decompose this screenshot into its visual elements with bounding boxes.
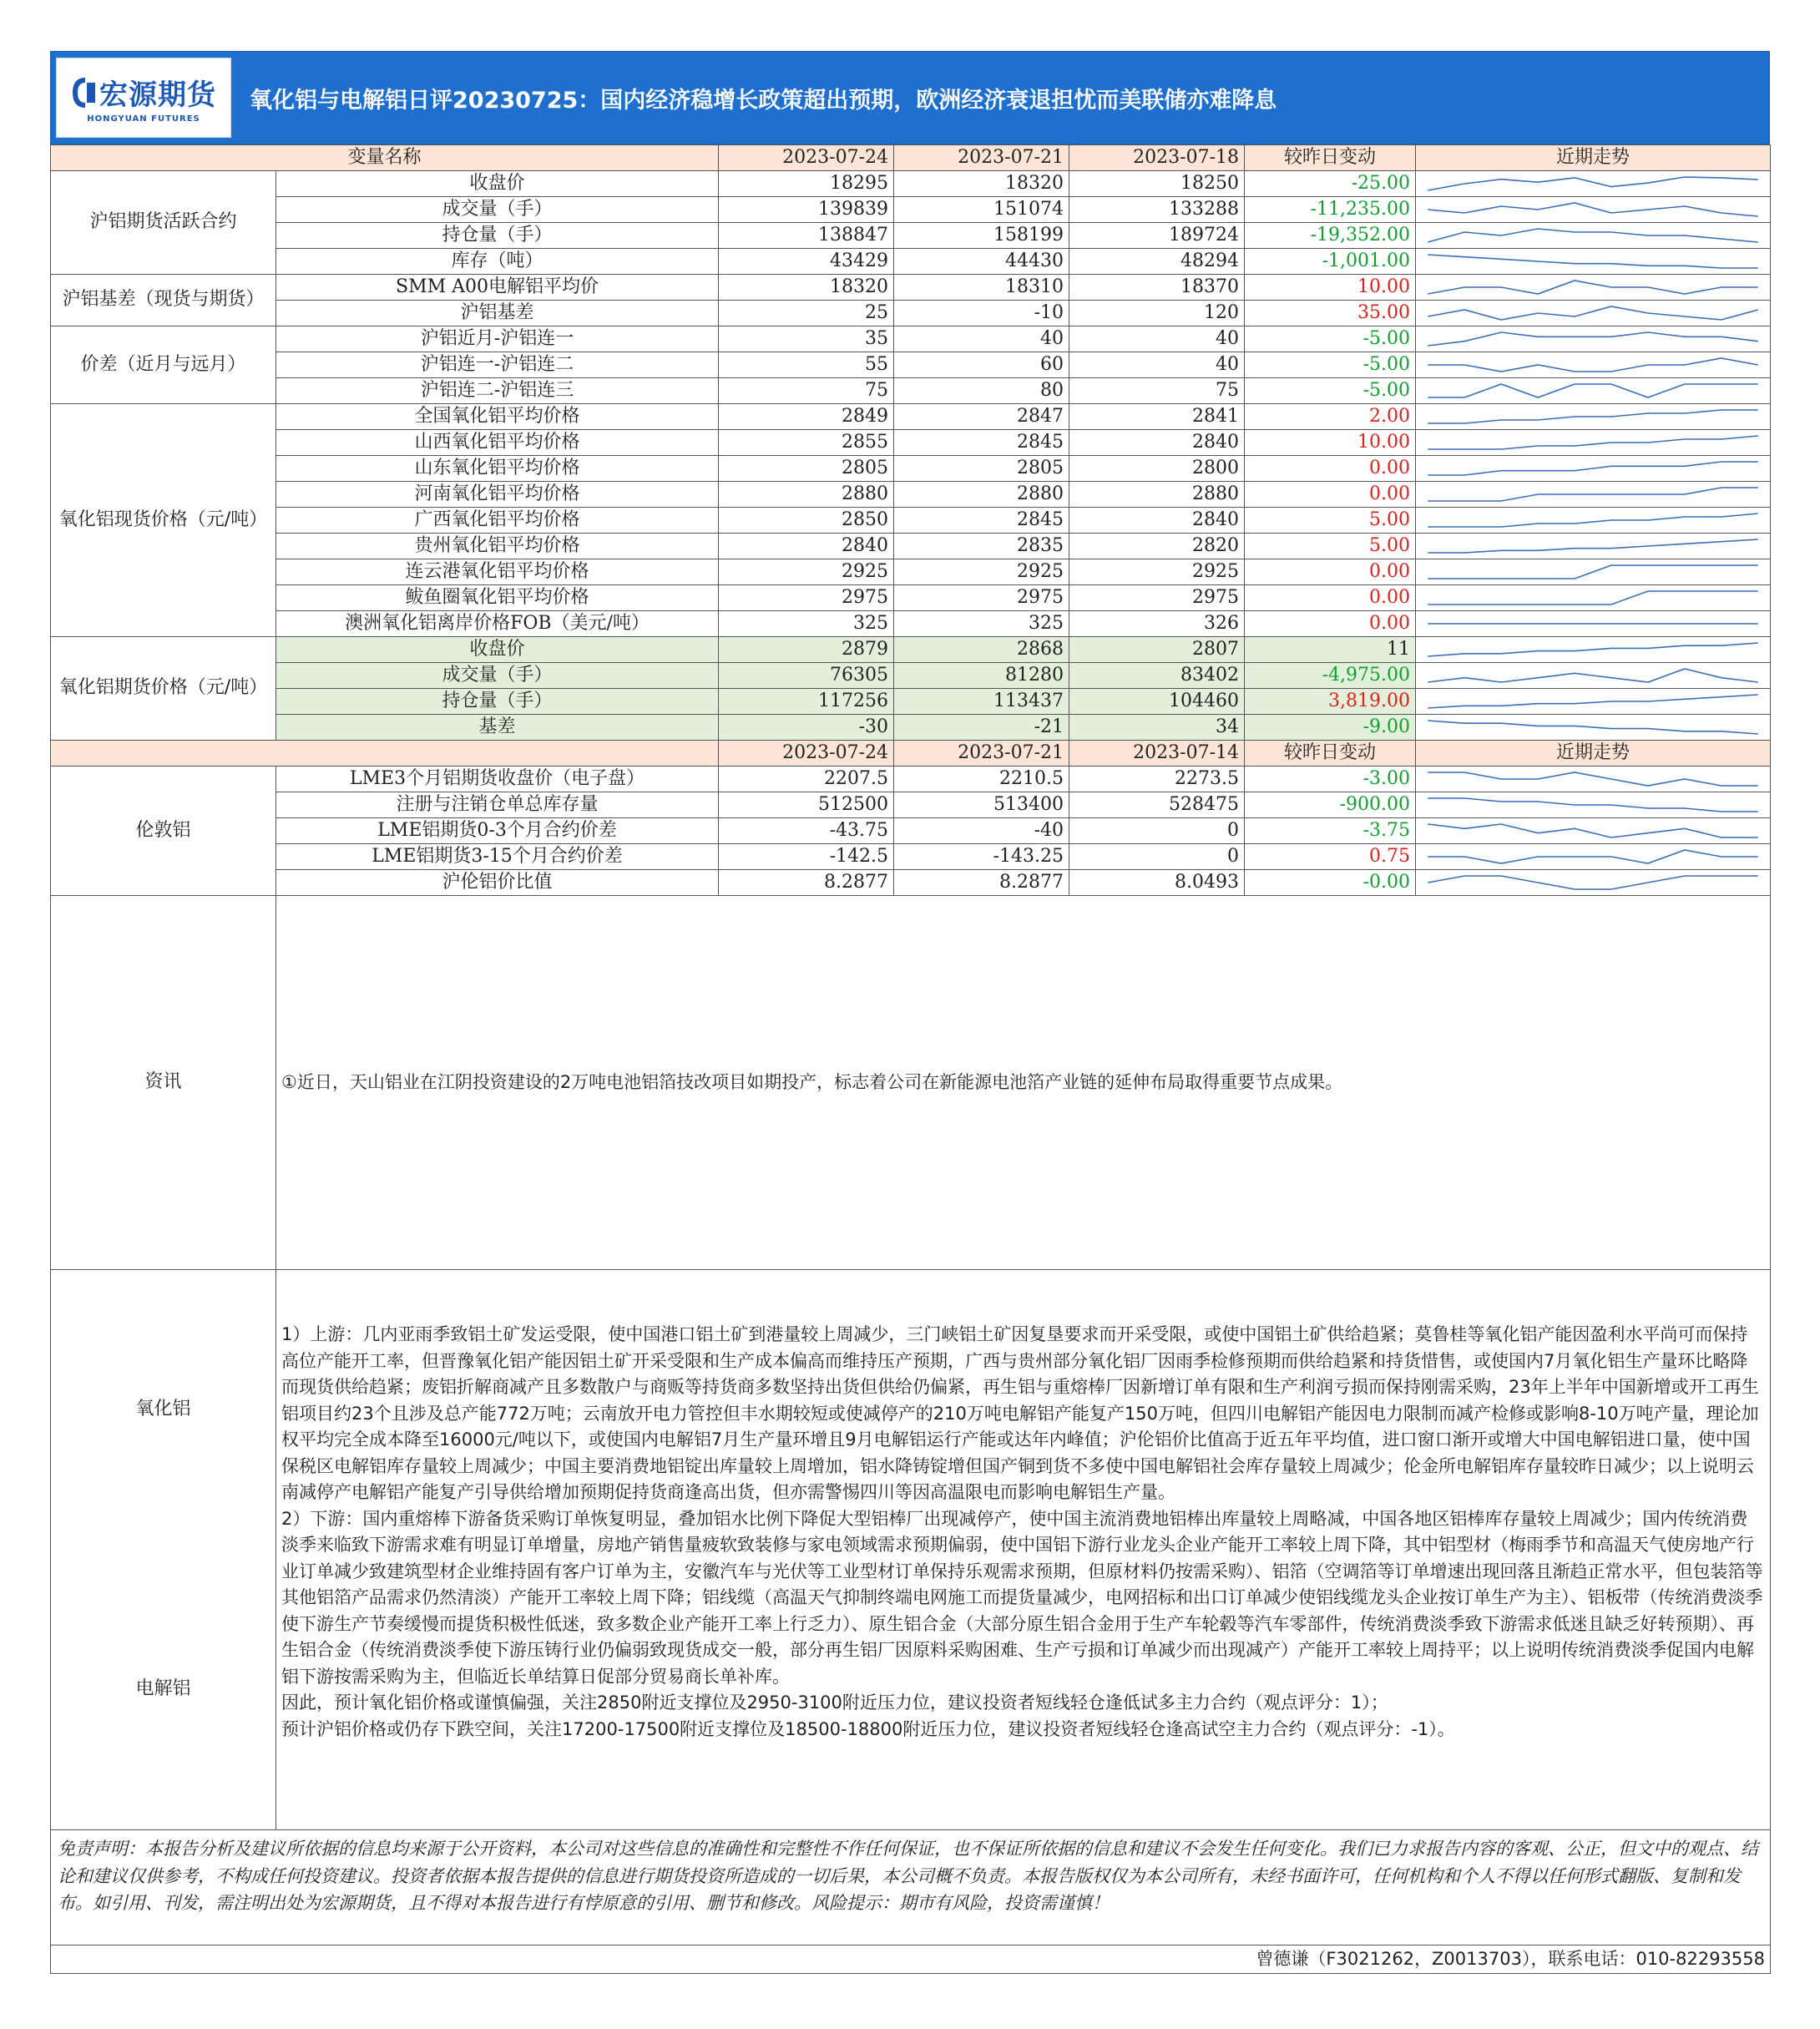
- value-date-2: 513400: [894, 792, 1069, 818]
- trend-sparkline-cell: [1416, 171, 1771, 197]
- trend-sparkline: [1421, 612, 1765, 635]
- trend-sparkline: [1421, 172, 1765, 195]
- change-value: 2.00: [1245, 404, 1416, 430]
- table-row: [51, 508, 1771, 534]
- value-date-3: 18370: [1069, 275, 1245, 301]
- trend-sparkline-cell: [1416, 767, 1771, 792]
- report-title: 氧化铝与电解铝日评20230725：国内经济稳增长政策超出预期，欧洲经济衰退担忧而美联储亦难降息: [250, 87, 1277, 114]
- value-date-3: 75: [1069, 378, 1245, 404]
- change-value: 0.75: [1245, 844, 1416, 870]
- trend-sparkline-cell: [1416, 404, 1771, 430]
- value-date-2: 2868: [894, 637, 1069, 663]
- trend-sparkline-cell: [1416, 585, 1771, 611]
- trend-line: [1428, 591, 1758, 605]
- value-date-3: 133288: [1069, 197, 1245, 223]
- trend-line: [1428, 384, 1758, 397]
- trend-line: [1428, 410, 1758, 423]
- value-date-1: -142.5: [719, 844, 894, 870]
- value-date-2: 158199: [894, 223, 1069, 249]
- analysis-paragraph: 因此，预计氧化铝价格或谨慎偏强，关注2850附近支撑位及2950-3100附近压力位，建议投资者短线轻仓逢低试多主力合约（观点评分：1）；: [281, 1693, 1388, 1713]
- trend-sparkline: [1421, 379, 1765, 402]
- logo-text: 宏源期货: [99, 78, 216, 112]
- variable-name: 成交量（手）: [276, 663, 719, 689]
- news-row: [51, 896, 1771, 1270]
- analysis-paragraph: 1）上游：几内亚雨季致铝土矿发运受限，使中国港口铝土矿到港量较上周减少，三门峡铝土矿因复垦要求而开采受限，或使中国铝土矿供给趋紧；莫鲁桂等氧化铝产能因盈利水平尚可而保持高位产能开工率，但晋豫氧化铝产能因铝土矿开采受限和生产成本偏高而维持压产预期，广西与贵州部分氧化铝厂因雨季检修预期而供给趋紧和持货惜售，或使国内7月氧化铝生产量环比略降而现货供给趋紧；废铝折解商减产且多数散户与商贩等持货商多数坚持出货但供给仍偏紧，再生铝与重熔棒厂因新增订单有限和生产利润亏损而保持刚需采购，23年上半年中国新增或开工再生铝项目约23个且涉及总产能772万吨；云南放开电力管控但丰水期较短或使减停产的210万吨电解铝产能复产150万吨，但四川电解铝产能因电力限制而减产检修或影响8-10万吨产量，理论加权平均完全成本降至16000元/吨以下，或使国内电解铝7月生产量环增且9月电解铝运行产能或达年内峰值；沪伦铝价比值高于近五年平均值，进口窗口渐开或增大中国电解铝进口量，使中国保税区电解铝库存量较上周减少；中国主要消费地铝锭出库量较上周增加，铝水降铸锭增但国产铜到货不多使中国电解铝社会库存量较上周减少；伦金所电解铝库存量较昨日减少；以上说明云南减停产电解铝产能复产引导供给增加预期促持货商逢高出货，但亦需警惕四川等因高温限电而影响电解铝生产量。: [281, 1324, 1759, 1502]
- trend-sparkline: [1421, 690, 1765, 713]
- trend-sparkline-cell: [1416, 844, 1771, 870]
- value-date-1: 18295: [719, 171, 894, 197]
- trend-sparkline-cell: [1416, 689, 1771, 715]
- analysis-labels: [51, 1270, 276, 1830]
- value-date-1: 138847: [719, 223, 894, 249]
- trend-sparkline-cell: [1416, 792, 1771, 818]
- change-value: -11,235.00: [1245, 197, 1416, 223]
- trend-line: [1428, 824, 1758, 837]
- value-date-2: 60: [894, 352, 1069, 378]
- value-date-1: 2975: [719, 585, 894, 611]
- trend-sparkline: [1421, 845, 1765, 868]
- trend-sparkline-cell: [1416, 223, 1771, 249]
- value-date-1: 2805: [719, 456, 894, 482]
- value-date-3: 0: [1069, 818, 1245, 844]
- value-date-3: 2820: [1069, 534, 1245, 559]
- variable-name: 收盘价: [276, 171, 719, 197]
- value-date-1: 25: [719, 301, 894, 326]
- change-value: -3.75: [1245, 818, 1416, 844]
- header-trend: 近期走势: [1416, 145, 1771, 171]
- trend-sparkline-cell: [1416, 197, 1771, 223]
- trend-line: [1428, 643, 1758, 656]
- value-date-2: -10: [894, 301, 1069, 326]
- value-date-3: 2925: [1069, 559, 1245, 585]
- trend-sparkline: [1421, 534, 1765, 558]
- logo-emblem-icon: [71, 76, 99, 109]
- news-label: 资讯: [51, 896, 276, 1270]
- change-value: 0.00: [1245, 482, 1416, 508]
- trend-sparkline-cell: [1416, 275, 1771, 301]
- trend-line: [1428, 332, 1758, 346]
- variable-name: 基差: [276, 715, 719, 741]
- table-row: [51, 844, 1771, 870]
- change-value: 10.00: [1245, 275, 1416, 301]
- trend-line: [1428, 772, 1758, 786]
- header-date-3: 2023-07-14: [1069, 741, 1245, 767]
- value-date-1: 325: [719, 611, 894, 637]
- trend-sparkline: [1421, 301, 1765, 325]
- table-row: [51, 715, 1771, 741]
- trend-sparkline: [1421, 509, 1765, 532]
- trend-sparkline-cell: [1416, 508, 1771, 534]
- variable-name: 山东氧化铝平均价格: [276, 456, 719, 482]
- trend-sparkline: [1421, 793, 1765, 817]
- table-row: [51, 792, 1771, 818]
- value-date-1: 2207.5: [719, 767, 894, 792]
- trend-sparkline-cell: [1416, 482, 1771, 508]
- table-row: [51, 404, 1771, 430]
- trend-sparkline: [1421, 716, 1765, 739]
- change-value: -5.00: [1245, 352, 1416, 378]
- value-date-2: 81280: [894, 663, 1069, 689]
- variable-name: 全国氧化铝平均价格: [276, 404, 719, 430]
- trend-sparkline-cell: [1416, 249, 1771, 275]
- trend-sparkline: [1421, 198, 1765, 221]
- variable-name: LME3个月铝期货收盘价（电子盘）: [276, 767, 719, 792]
- change-value: -5.00: [1245, 326, 1416, 352]
- table-row: [51, 870, 1771, 896]
- analysis-text: [276, 1270, 1771, 1830]
- trend-sparkline-cell: [1416, 559, 1771, 585]
- value-date-3: 2975: [1069, 585, 1245, 611]
- trend-sparkline-cell: [1416, 637, 1771, 663]
- alumina-label: 氧化铝: [135, 1399, 191, 1420]
- trend-sparkline-cell: [1416, 301, 1771, 326]
- value-date-1: 2880: [719, 482, 894, 508]
- change-value: 0.00: [1245, 585, 1416, 611]
- value-date-3: 2840: [1069, 508, 1245, 534]
- header-blank: [51, 741, 719, 767]
- value-date-2: 151074: [894, 197, 1069, 223]
- trend-sparkline: [1421, 767, 1765, 791]
- header-date-2: 2023-07-21: [894, 741, 1069, 767]
- change-value: 0.00: [1245, 611, 1416, 637]
- trend-sparkline-cell: [1416, 715, 1771, 741]
- value-date-3: 2880: [1069, 482, 1245, 508]
- value-date-1: 139839: [719, 197, 894, 223]
- report-sheet: [50, 51, 1770, 1974]
- value-date-1: 43429: [719, 249, 894, 275]
- trend-sparkline: [1421, 457, 1765, 480]
- value-date-2: 18310: [894, 275, 1069, 301]
- trend-line: [1428, 539, 1758, 553]
- table-row: [51, 611, 1771, 637]
- trend-line: [1428, 850, 1758, 863]
- variable-name: 贵州氧化铝平均价格: [276, 534, 719, 559]
- header-row: [51, 145, 1771, 171]
- variable-name: 山西氧化铝平均价格: [276, 430, 719, 456]
- value-date-1: 2849: [719, 404, 894, 430]
- group-label: 沪铝期货活跃合约: [51, 171, 276, 275]
- value-date-1: 18320: [719, 275, 894, 301]
- change-value: 10.00: [1245, 430, 1416, 456]
- header-date-1: 2023-07-24: [719, 145, 894, 171]
- table-row: [51, 275, 1771, 301]
- trend-line: [1428, 358, 1758, 372]
- table-row: [51, 559, 1771, 585]
- change-value: -9.00: [1245, 715, 1416, 741]
- value-date-3: 326: [1069, 611, 1245, 637]
- company-logo: [56, 58, 231, 138]
- disclaimer-row: [51, 1830, 1771, 1946]
- header-row: [51, 741, 1771, 767]
- value-date-3: 34: [1069, 715, 1245, 741]
- change-value: 35.00: [1245, 301, 1416, 326]
- table-row: [51, 197, 1771, 223]
- trend-sparkline-cell: [1416, 378, 1771, 404]
- table-row: [51, 378, 1771, 404]
- trend-line: [1428, 281, 1758, 294]
- group-label: 沪铝基差（现货与期货）: [51, 275, 276, 326]
- value-date-3: 48294: [1069, 249, 1245, 275]
- trend-sparkline-cell: [1416, 456, 1771, 482]
- table-row: [51, 249, 1771, 275]
- value-date-2: 325: [894, 611, 1069, 637]
- trend-line: [1428, 229, 1758, 242]
- variable-name: SMM A00电解铝平均价: [276, 275, 719, 301]
- variable-name: 成交量（手）: [276, 197, 719, 223]
- table-row: [51, 456, 1771, 482]
- table-row: [51, 326, 1771, 352]
- value-date-2: 80: [894, 378, 1069, 404]
- trend-line: [1428, 255, 1758, 268]
- trend-line: [1428, 798, 1758, 812]
- value-date-3: 2800: [1069, 456, 1245, 482]
- table-row: [51, 223, 1771, 249]
- trend-sparkline: [1421, 638, 1765, 661]
- value-date-2: 2975: [894, 585, 1069, 611]
- title-banner: [50, 51, 1770, 144]
- change-value: -19,352.00: [1245, 223, 1416, 249]
- value-date-2: -21: [894, 715, 1069, 741]
- value-date-1: 76305: [719, 663, 894, 689]
- header-date-1: 2023-07-24: [719, 741, 894, 767]
- trend-sparkline-cell: [1416, 818, 1771, 844]
- value-date-1: 2925: [719, 559, 894, 585]
- variable-name: 收盘价: [276, 637, 719, 663]
- table-row: [51, 818, 1771, 844]
- header-variable-name: 变量名称: [51, 145, 719, 171]
- value-date-2: 113437: [894, 689, 1069, 715]
- value-date-1: 2840: [719, 534, 894, 559]
- value-date-2: -143.25: [894, 844, 1069, 870]
- value-date-3: 40: [1069, 326, 1245, 352]
- disclaimer-text: 免责声明：本报告分析及建议所依据的信息均来源于公开资料，本公司对这些信息的准确性和完整性不作任何保证，也不保证所依据的信息和建议不会发生任何变化。我们已力求报告内容的客观、公正，但文中的观点、结论和建议仅供参考，不构成任何投资建议。投资者依据本报告提供的信息进行期货投资所造成的一切后果，本公司概不负责。本报告版权仅为本公司所有，未经书面许可，任何机构和个人不得以任何形式翻版、复制和发布。如引用、刊发，需注明出处为宏源期货，且不得对本报告进行有悖原意的引用、删节和修改。风险提示：期市有风险，投资需谨慎！: [51, 1830, 1771, 1946]
- variable-name: LME铝期货3-15个月合约价差: [276, 844, 719, 870]
- table-row: [51, 171, 1771, 197]
- value-date-1: 2879: [719, 637, 894, 663]
- table-row: [51, 663, 1771, 689]
- header-change: 较昨日变动: [1245, 741, 1416, 767]
- table-row: [51, 430, 1771, 456]
- trend-sparkline: [1421, 353, 1765, 377]
- trend-line: [1428, 695, 1758, 708]
- value-date-3: 18250: [1069, 171, 1245, 197]
- variable-name: 澳洲氧化铝离岸价格FOB（美元/吨）: [276, 611, 719, 637]
- value-date-3: 83402: [1069, 663, 1245, 689]
- table-row: [51, 301, 1771, 326]
- trend-sparkline: [1421, 431, 1765, 454]
- trend-sparkline-cell: [1416, 352, 1771, 378]
- analysis-paragraph: 预计沪铝价格或仍存下跌空间，关注17200-17500附近支撑位及18500-18800附近压力位，建议投资者短线轻仓逢高试空主力合约（观点评分：-1）。: [281, 1718, 1455, 1739]
- value-date-1: 117256: [719, 689, 894, 715]
- value-date-3: 2840: [1069, 430, 1245, 456]
- trend-sparkline: [1421, 871, 1765, 894]
- change-value: 0.00: [1245, 456, 1416, 482]
- variable-name: 广西氧化铝平均价格: [276, 508, 719, 534]
- contact-row: [51, 1946, 1771, 1974]
- value-date-1: -43.75: [719, 818, 894, 844]
- value-date-1: 2850: [719, 508, 894, 534]
- trend-line: [1428, 876, 1758, 889]
- electrolytic-aluminum-label: 电解铝: [135, 1678, 191, 1700]
- table-row: [51, 482, 1771, 508]
- logo-subtext: HONGYUAN FUTURES: [87, 114, 200, 124]
- trend-sparkline: [1421, 560, 1765, 584]
- variable-name: 鲅鱼圈氧化铝平均价格: [276, 585, 719, 611]
- group-label: 氧化铝现货价格（元/吨）: [51, 404, 276, 637]
- value-date-3: 40: [1069, 352, 1245, 378]
- trend-sparkline: [1421, 224, 1765, 247]
- trend-line: [1428, 177, 1758, 190]
- value-date-1: 2855: [719, 430, 894, 456]
- trend-sparkline: [1421, 586, 1765, 610]
- trend-sparkline: [1421, 405, 1765, 428]
- value-date-3: 2807: [1069, 637, 1245, 663]
- variable-name: 沪铝近月-沪铝连一: [276, 326, 719, 352]
- value-date-2: 2210.5: [894, 767, 1069, 792]
- variable-name: 库存（吨）: [276, 249, 719, 275]
- trend-sparkline: [1421, 483, 1765, 506]
- value-date-2: 2847: [894, 404, 1069, 430]
- value-date-1: -30: [719, 715, 894, 741]
- group-label: 伦敦铝: [51, 767, 276, 896]
- trend-line: [1428, 565, 1758, 579]
- value-date-1: 55: [719, 352, 894, 378]
- header-date-3: 2023-07-18: [1069, 145, 1245, 171]
- value-date-2: 2845: [894, 430, 1069, 456]
- trend-line: [1428, 669, 1758, 682]
- variable-name: 沪伦铝价比值: [276, 870, 719, 896]
- change-value: -0.00: [1245, 870, 1416, 896]
- value-date-2: -40: [894, 818, 1069, 844]
- header-change: 较昨日变动: [1245, 145, 1416, 171]
- value-date-2: 8.2877: [894, 870, 1069, 896]
- trend-sparkline: [1421, 250, 1765, 273]
- value-date-1: 75: [719, 378, 894, 404]
- change-value: 3,819.00: [1245, 689, 1416, 715]
- trend-line: [1428, 436, 1758, 449]
- variable-name: 沪铝基差: [276, 301, 719, 326]
- value-date-2: 2805: [894, 456, 1069, 482]
- value-date-1: 35: [719, 326, 894, 352]
- trend-sparkline: [1421, 327, 1765, 351]
- trend-sparkline-cell: [1416, 611, 1771, 637]
- data-table: [50, 144, 1771, 1974]
- trend-sparkline: [1421, 664, 1765, 687]
- value-date-3: 189724: [1069, 223, 1245, 249]
- group-label: 氧化铝期货价格（元/吨）: [51, 637, 276, 741]
- change-value: -1,001.00: [1245, 249, 1416, 275]
- value-date-3: 528475: [1069, 792, 1245, 818]
- table-row: [51, 689, 1771, 715]
- group-label: 价差（近月与远月）: [51, 326, 276, 404]
- trend-line: [1428, 306, 1758, 320]
- variable-name: 沪铝连二-沪铝连三: [276, 378, 719, 404]
- change-value: 5.00: [1245, 508, 1416, 534]
- variable-name: 持仓量（手）: [276, 689, 719, 715]
- trend-line: [1428, 721, 1758, 734]
- trend-sparkline-cell: [1416, 870, 1771, 896]
- change-value: -4,975.00: [1245, 663, 1416, 689]
- trend-sparkline-cell: [1416, 326, 1771, 352]
- header-trend: 近期走势: [1416, 741, 1771, 767]
- value-date-2: 2925: [894, 559, 1069, 585]
- trend-line: [1428, 203, 1758, 216]
- variable-name: 连云港氧化铝平均价格: [276, 559, 719, 585]
- change-value: -3.00: [1245, 767, 1416, 792]
- trend-sparkline: [1421, 276, 1765, 299]
- table-row: [51, 767, 1771, 792]
- variable-name: 河南氧化铝平均价格: [276, 482, 719, 508]
- trend-line: [1428, 514, 1758, 527]
- contact-text: 曾德谦（F3021262，Z0013703），联系电话：010-82293558: [51, 1946, 1771, 1974]
- trend-line: [1428, 462, 1758, 475]
- table-row: [51, 637, 1771, 663]
- change-value: 5.00: [1245, 534, 1416, 559]
- value-date-1: 8.2877: [719, 870, 894, 896]
- variable-name: 注册与注销仓单总库存量: [276, 792, 719, 818]
- variable-name: LME铝期货0-3个月合约价差: [276, 818, 719, 844]
- value-date-3: 120: [1069, 301, 1245, 326]
- value-date-2: 2845: [894, 508, 1069, 534]
- change-value: -900.00: [1245, 792, 1416, 818]
- value-date-3: 2273.5: [1069, 767, 1245, 792]
- table-row: [51, 352, 1771, 378]
- header-date-2: 2023-07-21: [894, 145, 1069, 171]
- value-date-3: 8.0493: [1069, 870, 1245, 896]
- value-date-2: 18320: [894, 171, 1069, 197]
- trend-sparkline-cell: [1416, 430, 1771, 456]
- value-date-2: 2835: [894, 534, 1069, 559]
- table-row: [51, 585, 1771, 611]
- news-text: ①近日，天山铝业在江阴投资建设的2万吨电池铝箔技改项目如期投产，标志着公司在新能源电池箔产业链的延伸布局取得重要节点成果。: [276, 896, 1771, 1270]
- value-date-3: 0: [1069, 844, 1245, 870]
- variable-name: 持仓量（手）: [276, 223, 719, 249]
- value-date-2: 2880: [894, 482, 1069, 508]
- value-date-3: 104460: [1069, 689, 1245, 715]
- value-date-2: 44430: [894, 249, 1069, 275]
- value-date-1: 512500: [719, 792, 894, 818]
- value-date-2: 40: [894, 326, 1069, 352]
- value-date-3: 2841: [1069, 404, 1245, 430]
- change-value: 11: [1245, 637, 1416, 663]
- change-value: -5.00: [1245, 378, 1416, 404]
- trend-line: [1428, 488, 1758, 501]
- change-value: 0.00: [1245, 559, 1416, 585]
- trend-sparkline-cell: [1416, 663, 1771, 689]
- table-row: [51, 534, 1771, 559]
- trend-sparkline-cell: [1416, 534, 1771, 559]
- change-value: -25.00: [1245, 171, 1416, 197]
- variable-name: 沪铝连一-沪铝连二: [276, 352, 719, 378]
- analysis-row: [51, 1270, 1771, 1830]
- analysis-paragraph: 2）下游：国内重熔棒下游备货采购订单恢复明显，叠加铝水比例下降促大型铝棒厂出现减停产，使中国主流消费地铝棒出库量较上周略减，中国各地区铝棒库存量较上周减少；国内传统消费淡季来临致下游需求难有明显订单增量，房地产销售量疲软致装修与家电领域需求预期偏弱，使中国铝下游行业龙头企业产能开工率较上周下降，其中铝型材（梅雨季节和高温天气使房地产行业订单减少致建筑型材企业维持固有客户订单为主，安徽汽车与光伏等工业型材订单保持乐观需求预期，但原材料仍按需采购）、铝箔（空调箔等订单增速出现回落且渐趋正常水平，但包装箔等其他铝箔产品需求仍然清淡）产能开工率较上周下降；铝线缆（高温天气抑制终端电网施工而提货量减少，电网招标和出口订单减少使铝线缆龙头企业按订单生产为主）、铝板带（传统消费淡季使下游生产节奏缓慢而提货积极性低迷，致多数企业产能开工率上行乏力）、原生铝合金（大部分原生铝合金用于生产车轮毂等汽车零部件，传统消费淡季致下游需求低迷且缺乏好转预期）、再生铝合金（传统消费淡季使下游压铸行业仍偏弱致现货成交一般，部分再生铝厂因原料采购困难、生产亏损和订单减少而出现减产）产能开工率较上周持平；以上说明传统消费淡季促国内电解铝下游按需采购为主，但临近长单结算日促部分贸易商长单补库。: [281, 1508, 1763, 1687]
- trend-sparkline: [1421, 819, 1765, 842]
